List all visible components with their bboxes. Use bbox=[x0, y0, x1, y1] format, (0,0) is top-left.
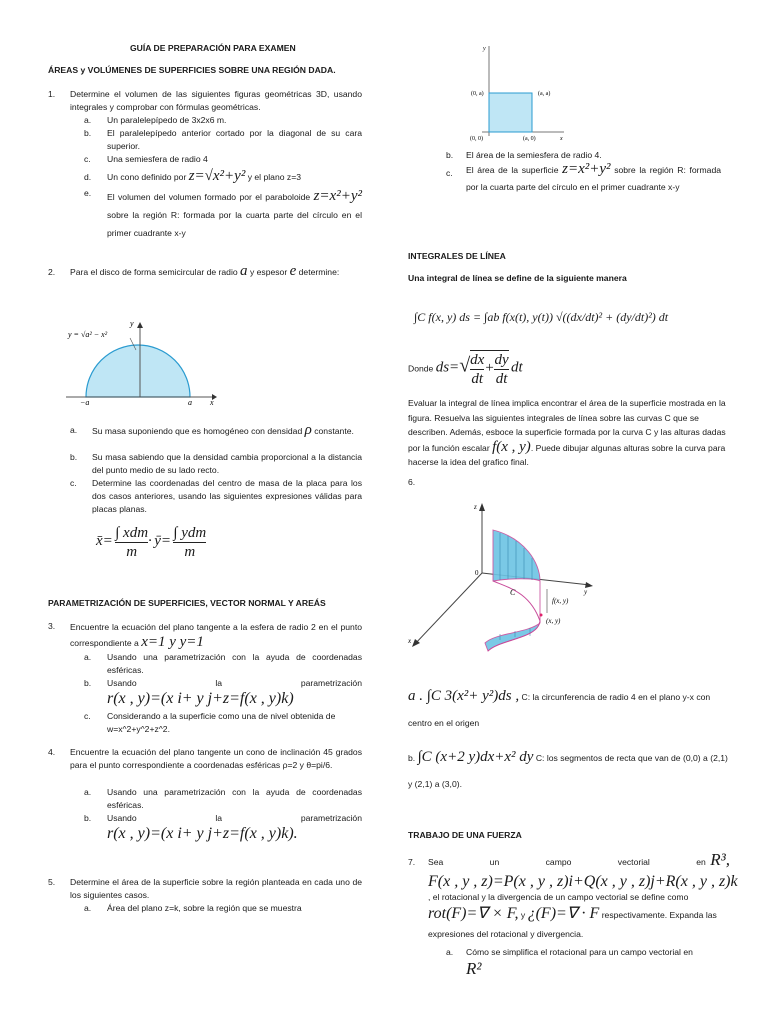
item-text: Área del plano z=k, sobre la región que se muestra bbox=[107, 903, 302, 913]
dy: dy bbox=[494, 352, 509, 368]
item-letter: c. bbox=[84, 711, 91, 721]
vector-field-formula: F(x , y , z)=P(x , y , z)i+Q(x , y , z)j+R(x , y , z)k bbox=[428, 873, 738, 890]
square-region-figure bbox=[466, 42, 566, 142]
q7-text-1: Sea un campo vectorial en bbox=[428, 857, 706, 867]
y-label: y bbox=[584, 587, 588, 596]
question-number: 5. bbox=[48, 877, 56, 887]
section-heading-work: TRABAJO DE UNA FUERZA bbox=[408, 830, 522, 840]
q6-item-a bbox=[408, 683, 728, 736]
line-integral-surface-figure bbox=[400, 493, 610, 653]
q2-end: determine: bbox=[298, 267, 340, 277]
semicircle-region bbox=[86, 345, 190, 397]
item-letter: a. bbox=[84, 115, 92, 125]
dt-end: dt bbox=[511, 359, 523, 376]
question-number: 3. bbox=[48, 621, 56, 631]
question-number: 1. bbox=[48, 89, 56, 99]
point-label: (x, y) bbox=[546, 616, 561, 625]
document-title: GUÍA DE PREPARACIÓN PARA EXAMEN bbox=[130, 43, 296, 53]
rot-formula: rot(F)=∇ × F, bbox=[428, 905, 519, 922]
point-a-0: (a, 0) bbox=[523, 136, 536, 142]
item-text-start: El volumen del volumen formado por el paraboloide bbox=[107, 192, 311, 202]
item-text: Usando una parametrización con la ayuda de coordenadas esféricas. bbox=[107, 787, 362, 810]
x-label: x bbox=[210, 398, 214, 407]
curve-label: C bbox=[510, 587, 516, 597]
item-text: Usando la parametrización bbox=[107, 678, 362, 688]
item-text: Una semiesfera de radio 4 bbox=[107, 154, 208, 164]
integral-a: a . ∫C 3(x²+ y²)ds , bbox=[408, 687, 520, 704]
y-conjunction: y bbox=[520, 910, 526, 920]
z-label: z bbox=[474, 502, 477, 511]
item-letter: b. bbox=[84, 128, 92, 138]
q3-text: Encuentre la ecuación del plano tangente a la esfera de radio 2 en el punto correspondiente a bbox=[70, 622, 362, 648]
item-text: Determine las coordenadas del centro de masa de la placa para los dos casos anteriores, usando las siguientes expresiones válidas para placas planas. bbox=[92, 478, 362, 514]
item-letter: a. bbox=[70, 425, 78, 435]
point-0-0: (0, 0) bbox=[470, 136, 483, 142]
item-text-start: Su masa suponiendo que es homogéneo con densidad bbox=[92, 426, 303, 436]
square-region bbox=[489, 93, 532, 132]
section-heading-line-integrals: INTEGRALES DE LÍNEA bbox=[408, 251, 506, 261]
evaluar-paragraph bbox=[408, 396, 728, 470]
item-letter: a. bbox=[84, 652, 92, 662]
x-axis bbox=[414, 573, 482, 645]
thickness-symbol: e bbox=[289, 263, 297, 279]
item-text bbox=[107, 165, 301, 188]
question-number: 2. bbox=[48, 267, 56, 277]
item-letter: a. bbox=[84, 903, 92, 913]
dt: dt bbox=[471, 371, 484, 387]
evaluar-text: Evaluar la integral de línea implica encontrar el área de la superficie mostrada en la figura. Resuelva las siguientes integrales de línea sobre las curvas C que se describen. Además, esboce la superficie formada por la curva C y las alturas dadas por la función escalar bbox=[408, 398, 726, 453]
item-letter: e. bbox=[84, 188, 92, 198]
point-formula: x=1 y y=1 bbox=[141, 634, 204, 650]
xbar: x̄ bbox=[96, 532, 103, 549]
item-text: Considerando a la superficie como una de nivel obtenida de w=x^2+y^2+z^2. bbox=[107, 711, 336, 734]
item-text: Cómo se simplifica el rotacional para un campo vectorial en bbox=[466, 947, 693, 957]
question-number: 6. bbox=[408, 476, 416, 487]
q7-line1 bbox=[408, 850, 730, 872]
question-3-text bbox=[70, 620, 362, 651]
ybar-numerator: ∫ ydm bbox=[173, 525, 207, 541]
dt: dt bbox=[495, 371, 508, 387]
item-letter: b. bbox=[84, 813, 92, 823]
figure-wrapper bbox=[400, 493, 728, 653]
item-letter: c. bbox=[84, 154, 91, 164]
question-7-flow bbox=[408, 850, 738, 979]
curve-label: y = √a² − x² bbox=[68, 330, 108, 339]
question-number: 4. bbox=[48, 747, 56, 757]
height-label: f(x, y) bbox=[552, 596, 569, 605]
scalar-function: f(x , y) bbox=[492, 438, 531, 455]
density-symbol: ρ bbox=[304, 422, 312, 438]
ds-lhs: ds= bbox=[435, 359, 460, 376]
point-0-a: (0, a) bbox=[471, 91, 484, 97]
ybar-denominator: m bbox=[184, 544, 196, 560]
line-integral-definition: Una integral de línea se define de la siguiente manera bbox=[408, 273, 627, 283]
section-heading-areas: ÁREAS y VOLÚMENES DE SUPERFICIES SOBRE UNA REGIÓN DADA. bbox=[48, 65, 336, 75]
point-marker bbox=[540, 613, 543, 616]
item-text-end: y el plano z=3 bbox=[247, 172, 301, 182]
item-text-end: sobre la región R: formada por la cuarta parte del círculo en el primer cuadrante x-y bbox=[466, 165, 722, 192]
center-of-mass-formula: x̄= $\frac{\text{∫ xdm}}{m}$ · ȳ= $\frac{\text{∫ ydm}}{m}$ bbox=[96, 525, 207, 560]
cone-formula: z=√x²+y² bbox=[188, 168, 246, 184]
item-text: Un paralelepípedo de 3x2x6 m. bbox=[107, 115, 227, 125]
q7-item-a bbox=[446, 946, 730, 959]
item-text: Su masa sabiendo que la densidad cambia proporcional a la distancia del punto medio de su lado recto. bbox=[92, 452, 362, 475]
item-text: Usando la parametrización bbox=[107, 813, 362, 823]
ds-formula: Donde ds=√ $\frac{dx}{dt}$ + $\frac{dy}{dt}$ dt bbox=[408, 352, 523, 387]
item-text: El área de la semiesfera de radio 4. bbox=[466, 150, 602, 160]
line-integral-formula: ∫C f(x, y) ds = ∫ab f(x(t), y(t)) √((dx/dt)² + (dy/dt)²) dt bbox=[414, 310, 669, 324]
item-text-end: constante. bbox=[314, 426, 354, 436]
section-heading-parametrization: PARAMETRIZACIÓN DE SUPERFICIES, VECTOR NORMAL Y AREÁS bbox=[48, 598, 326, 608]
item-text-end: sobre la región R: formada por la cuarta parte del círculo en el primer cuadrante x-y bbox=[107, 210, 362, 238]
paraboloid-formula: z=x²+y² bbox=[562, 161, 611, 177]
parametrization-formula: r(x , y)=(x i+ y j+z=f(x , y)k) bbox=[107, 690, 294, 707]
dx: dx bbox=[470, 352, 485, 368]
item-text: El paralelepípedo anterior cortado por la diagonal de su cara superior. bbox=[107, 128, 362, 151]
item-text: C: la circunferencia de radio 4 en el plano y-x con centro en el origen bbox=[408, 691, 711, 728]
q7-line4 bbox=[428, 904, 730, 944]
item-text: Usando una parametrización con la ayuda de coordenadas esféricas. bbox=[107, 652, 362, 675]
item-letter: d. bbox=[84, 172, 92, 182]
item-letter: c. bbox=[446, 168, 453, 178]
xbar-numerator: ∫ xdm bbox=[115, 525, 149, 541]
item-letter: a. bbox=[84, 787, 92, 797]
semicircle-figure bbox=[58, 312, 228, 407]
question-4-text: Encuentre la ecuación del plano tangente un cono de inclinación 45 grados para el punto correspondiente a coordenadas esféricas ρ=2 y θ=pi/6. bbox=[70, 747, 362, 770]
question-5-text: Determine el área de la superficie sobre la región planteada en cada uno de los siguientes casos. bbox=[70, 877, 362, 900]
r2-symbol: R² bbox=[466, 959, 482, 978]
radius-symbol: a bbox=[240, 263, 248, 279]
item-text: C: los segmentos de recta que van de (0,0) a (2,1) y (2,1) a (3,0). bbox=[408, 752, 728, 789]
origin-label: 0 bbox=[475, 568, 479, 577]
item-letter: a. bbox=[446, 947, 454, 957]
question-2-text bbox=[70, 262, 362, 281]
point-a-a: (a, a) bbox=[538, 91, 551, 97]
integral-b: ∫C (x+2 y)dx+x² dy bbox=[417, 748, 534, 765]
question-number: 7. bbox=[408, 857, 416, 867]
item-text-start: Un cono definido por bbox=[107, 172, 187, 182]
x-label: x bbox=[408, 636, 412, 645]
neg-a-label: −a bbox=[80, 398, 90, 407]
item-text-start: El área de la superficie bbox=[466, 165, 559, 175]
evaluar-end: . Puede dibujar algunas alturas sobre la curva para hacerse la idea del grafico final. bbox=[408, 442, 726, 467]
line-integral-flow bbox=[408, 350, 728, 797]
item-text bbox=[107, 187, 362, 242]
ybar: ȳ bbox=[154, 532, 161, 549]
xbar-denominator: m bbox=[126, 544, 138, 560]
item-letter: b. bbox=[408, 752, 416, 763]
y-label: y bbox=[483, 46, 486, 52]
item-letter: b. bbox=[84, 678, 92, 688]
item-letter: b. bbox=[70, 452, 78, 462]
y-label: y bbox=[130, 319, 134, 328]
item-letter: b. bbox=[446, 150, 454, 160]
q2-mid: y espesor bbox=[249, 267, 288, 277]
pos-a-label: a bbox=[188, 398, 192, 407]
item-text bbox=[92, 424, 362, 438]
item-letter: c. bbox=[70, 478, 77, 488]
item-text bbox=[466, 161, 721, 196]
donde-label: Donde bbox=[408, 363, 434, 374]
q7-text-3: respectivamente. Expanda las expresiones del rotacional y divergencia. bbox=[428, 910, 717, 939]
q7-text-2: , el rotacional y la divergencia de un campo vectorial se define como bbox=[428, 892, 689, 902]
question-1-text: Determine el volumen de las siguientes figuras geométricas 3D, usando integrales y comprobar con fórmulas geométricas. bbox=[70, 89, 362, 112]
div-formula: ¿(F)=∇ · F bbox=[527, 905, 600, 922]
q6-item-b bbox=[408, 744, 728, 797]
r3-symbol: R³, bbox=[710, 850, 730, 869]
paraboloid-formula: z=x²+y² bbox=[313, 188, 362, 204]
q2-text: Para el disco de forma semicircular de radio bbox=[70, 267, 238, 277]
x-label: x bbox=[560, 136, 563, 142]
parametrization-formula: r(x , y)=(x i+ y j+z=f(x , y)k). bbox=[107, 825, 298, 842]
